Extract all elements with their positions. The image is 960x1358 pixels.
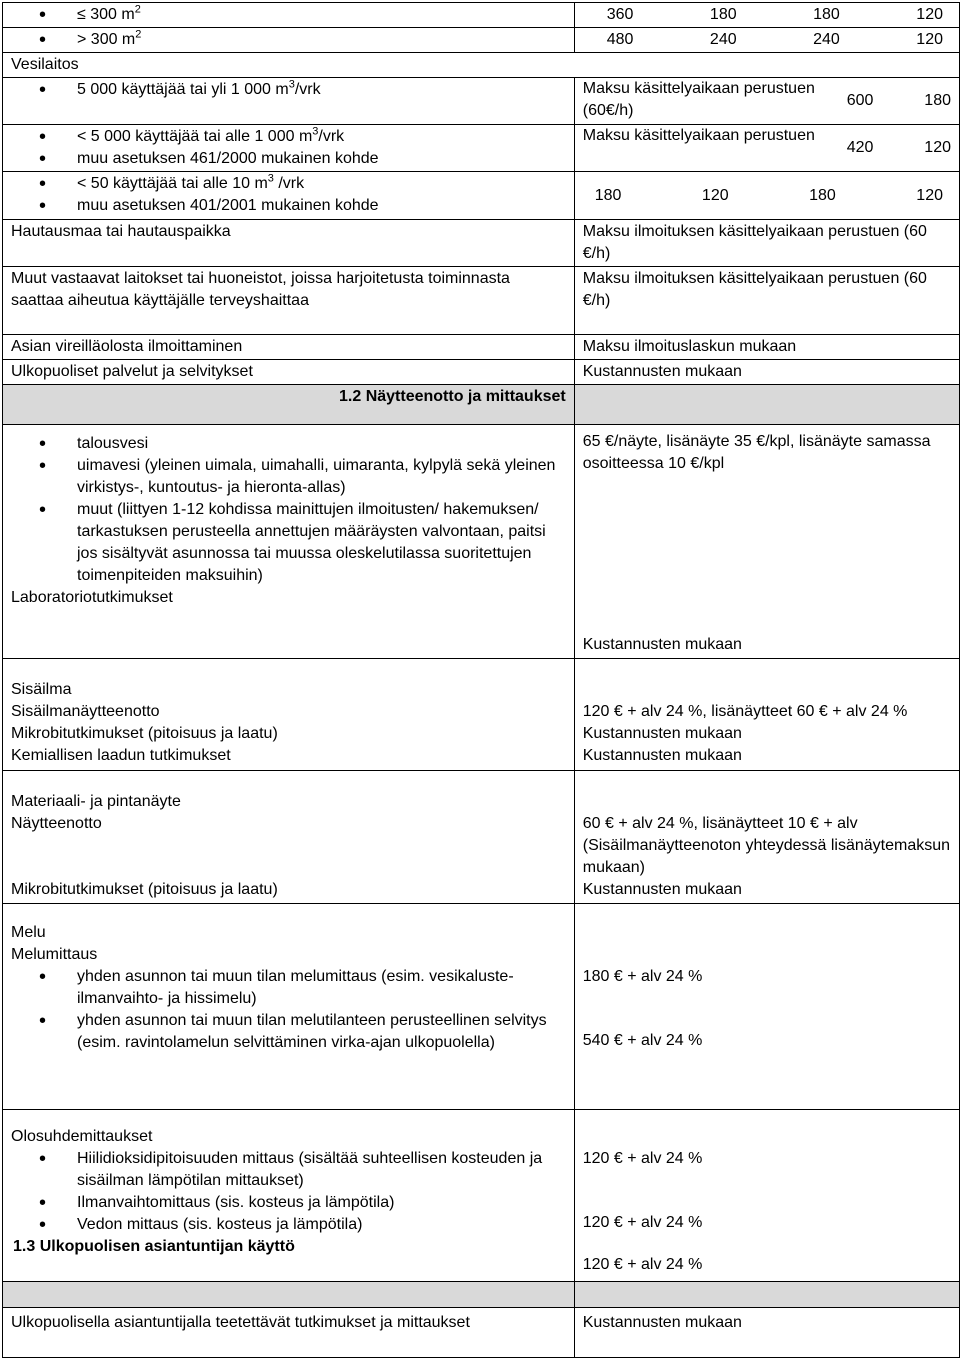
table-row	[3, 659, 960, 771]
section-heading-olosuhde: Olosuhdemittaukset	[11, 1128, 153, 1145]
section-heading-materiaali: Materiaali- ja pintanäyte	[11, 793, 181, 810]
row-label: Kemiallisen laadun tutkimukset	[11, 747, 231, 764]
fee-text: 540 € + alv 24 %	[582, 1032, 703, 1049]
value-cell: 120	[701, 186, 729, 204]
list-item: • < 5 000 käyttäjää tai alle 1 000 $m^3$/vrk	[11, 126, 566, 148]
fee-text: Kustannusten mukaan	[582, 881, 742, 898]
table-row	[3, 335, 960, 360]
value-cell: 180	[924, 92, 951, 109]
table-row	[3, 771, 960, 904]
value-cell: 420	[846, 139, 874, 156]
value-cell: 240	[813, 31, 840, 48]
value-cell: 240	[709, 31, 737, 48]
fee-text: Kustannusten mukaan	[582, 636, 742, 653]
fee-text: 120 € + alv 24 %	[582, 1256, 703, 1273]
table-row	[3, 1282, 960, 1308]
list-item: • ≤ 300 $m^2$	[11, 4, 566, 26]
section-heading-1-2: 1.2 Näytteenotto ja mittaukset	[339, 388, 566, 405]
list-item: • muut (liittyen 1-12 kohdissa mainittujen ilmoitusten/ hakemuksen/ tarkastuksen perusteella annettujen määräysten valvontaan, paitsi jos sisältyvät asunnossa tai muussa oleskelutilassa suoritettujen toimenpiteiden maksuihin)	[11, 499, 566, 587]
table-row	[3, 360, 960, 385]
fee-table	[2, 2, 960, 1358]
fee-text: 120 € + alv 24 %, lisänäytteet 60 € + alv 24 %	[582, 703, 908, 720]
fee-text: 180 € + alv 24 %	[582, 968, 703, 985]
fee-text: Maksu käsittelyaikaan perustuen (60€/h)	[582, 80, 815, 119]
table-row	[3, 28, 960, 53]
list-item: • muu asetuksen 401/2001 mukainen kohde	[11, 195, 566, 217]
value-cell: 360	[606, 6, 634, 23]
value-cell: 180	[709, 6, 737, 23]
fee-text: Maksu ilmoituslaskun mukaan	[574, 335, 959, 360]
fee-text: Maksu käsittelyaikaan perustuen	[582, 127, 815, 144]
list-item: • < 50 käyttäjää tai alle 10 $m^3$ /vrk	[11, 173, 566, 195]
value-cell: 120	[916, 6, 943, 23]
row-label: Laboratoriotutkimukset	[11, 589, 173, 606]
row-label: Ulkopuoliset palvelut ja selvitykset	[3, 360, 575, 385]
value-cell: 600	[846, 92, 874, 109]
table-row	[3, 904, 960, 1110]
table-row	[3, 3, 960, 28]
value-cell: 480	[606, 31, 634, 48]
table-row	[3, 53, 960, 78]
section-subheading: Melumittaus	[11, 946, 98, 963]
row-label: Näytteenotto	[11, 815, 102, 832]
fee-text: Kustannusten mukaan	[574, 360, 959, 385]
list-item: • Vedon mittaus (sis. kosteus ja lämpötila)	[11, 1214, 566, 1236]
fee-text: 60 € + alv 24 %, lisänäytteet 10 € + alv (Sisäilmanäytteenoton yhteydessä lisänäytemaksun mukaan)	[582, 815, 951, 876]
section-heading-vesilaitos: Vesilaitos	[3, 53, 960, 78]
list-item: • yhden asunnon tai muun tilan melutilanteen perusteellinen selvitys (esim. ravintolamelun selvittäminen virka-ajan ulkopuolella)	[11, 1010, 566, 1054]
section-heading-1-3: 1.3 Ulkopuolisen asiantuntijan käyttö	[13, 1238, 295, 1255]
table-row	[3, 220, 960, 267]
table-row	[3, 172, 960, 220]
fee-text: Kustannusten mukaan	[582, 725, 742, 742]
fee-text: 120 € + alv 24 %	[582, 1150, 703, 1167]
table-row	[3, 385, 960, 425]
row-label: Asian vireilläolosta ilmoittaminen	[3, 335, 575, 360]
value-cell: 120	[916, 31, 943, 48]
fee-text: Kustannusten mukaan	[574, 1308, 959, 1358]
fee-text: Maksu ilmoituksen käsittelyaikaan perustuen (60 €/h)	[574, 267, 959, 335]
list-item: • Ilmanvaihtomittaus (sis. kosteus ja lämpötila)	[11, 1192, 566, 1214]
value-cell: 180	[594, 186, 622, 204]
row-label: Mikrobitutkimukset (pitoisuus ja laatu)	[11, 881, 278, 898]
list-item: • talousvesi	[11, 433, 566, 455]
table-row	[3, 1110, 960, 1282]
fee-text: 65 €/näyte, lisänäyte 35 €/kpl, lisänäyte samassa osoitteessa 10 €/kpl	[582, 433, 931, 472]
list-item: • yhden asunnon tai muun tilan melumittaus (esim. vesikaluste- ilmanvaihto- ja hissimelu)	[11, 966, 566, 1010]
row-label: Mikrobitutkimukset (pitoisuus ja laatu)	[11, 725, 278, 742]
list-item: • 5 000 käyttäjää tai yli 1 000 $m^3$/vrk	[11, 79, 566, 101]
row-label: Muut vastaavat laitokset tai huoneistot, joissa harjoitetusta toiminnasta saattaa aiheutua käyttäjälle terveyshaittaa	[3, 267, 575, 335]
value-cell: 120	[924, 139, 951, 156]
section-heading-sisailma: Sisäilma	[11, 681, 72, 698]
list-item: • > 300 $m^2$	[11, 29, 566, 51]
value-cell: 180	[813, 6, 840, 23]
value-cell: 120	[916, 186, 943, 204]
table-row	[3, 1308, 960, 1358]
table-row	[3, 78, 960, 125]
list-item: • Hiilidioksidipitoisuuden mittaus (sisältää suhteellisen kosteuden ja sisäilman lämpötilan mittaukset)	[11, 1148, 566, 1192]
list-item: • muu asetuksen 461/2000 mukainen kohde	[11, 148, 566, 170]
table-row	[3, 425, 960, 659]
fee-text: Kustannusten mukaan	[582, 747, 742, 764]
section-heading-melu: Melu	[11, 924, 46, 941]
row-label: Hautausmaa tai hautauspaikka	[3, 220, 575, 267]
row-label: Ulkopuolisella asiantuntijalla teetettävät tutkimukset ja mittaukset	[3, 1308, 575, 1358]
table-row	[3, 125, 960, 172]
value-cell: 180	[809, 186, 836, 204]
fee-text: Maksu ilmoituksen käsittelyaikaan perustuen (60 €/h)	[574, 220, 959, 267]
table-row	[3, 267, 960, 335]
list-item: • uimavesi (yleinen uimala, uimahalli, uimaranta, kylpylä sekä yleinen virkistys-, kuntoutus- ja hieronta-allas)	[11, 455, 566, 499]
fee-text: 120 € + alv 24 %	[582, 1214, 703, 1231]
row-label: Sisäilmanäytteenotto	[11, 703, 160, 720]
